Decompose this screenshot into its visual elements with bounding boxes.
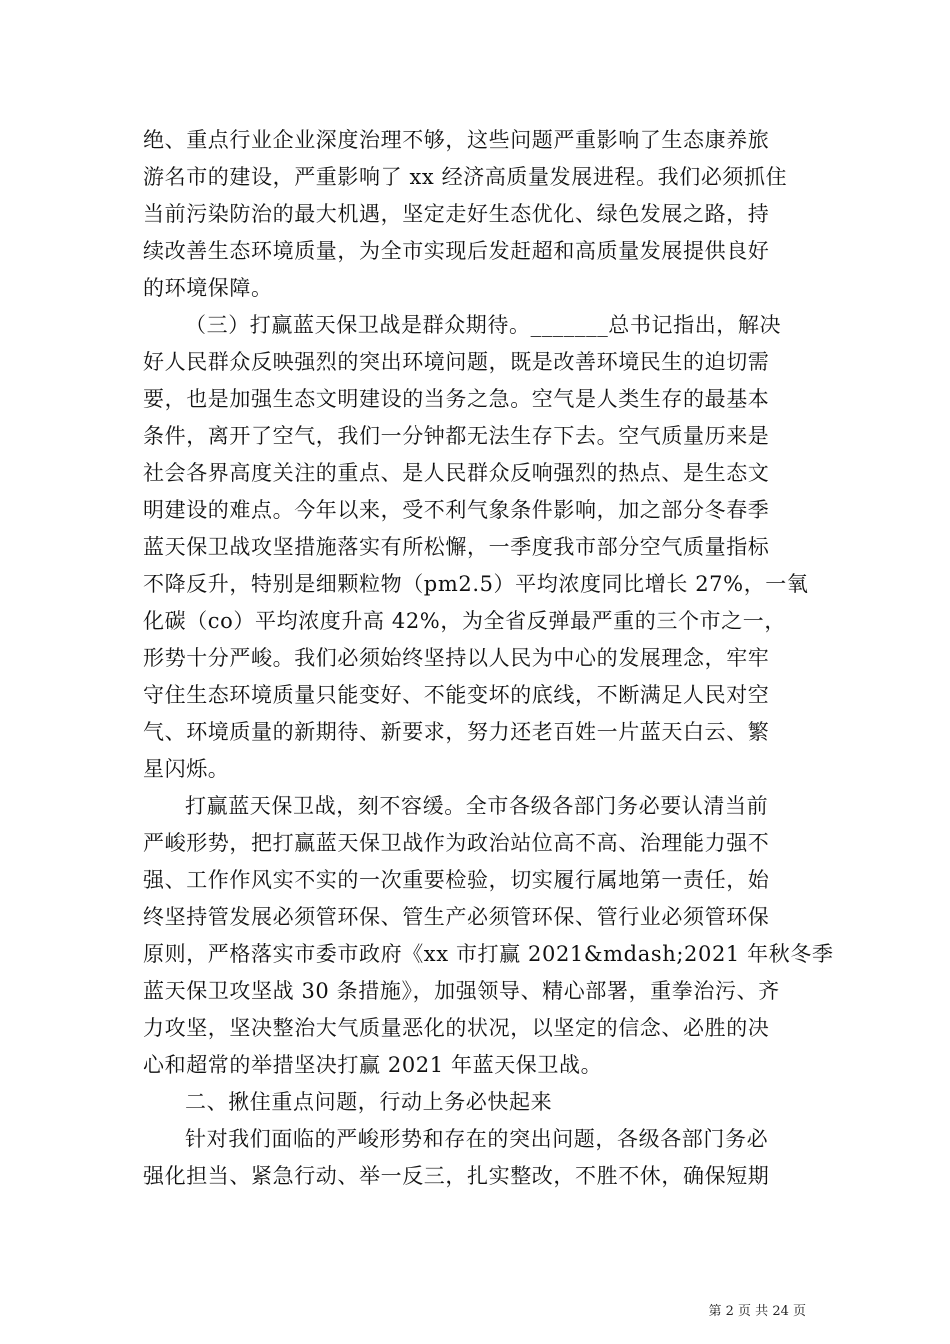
- text-line: 蓝天保卫战攻坚措施落实有所松懈，一季度我市部分空气质量指标: [143, 535, 770, 559]
- text-line: 严峻形势，把打赢蓝天保卫战作为政治站位高不高、治理能力强不: [143, 831, 770, 855]
- text-line: 社会各界高度关注的重点、是人民群众反响强烈的热点、是生态文: [143, 461, 770, 485]
- body-text: [143, 122, 834, 1195]
- text-line: 强、工作作风实不实的一次重要检验，切实履行属地第一责任，始: [143, 868, 770, 892]
- text-line: 原则，严格落实市委市政府《xx 市打赢 2021&mdash;2021 年秋冬季: [143, 942, 834, 966]
- text-line: 强化担当、紧急行动、举一反三，扎实整改，不胜不休，确保短期: [143, 1164, 770, 1188]
- text-line: 当前污染防治的最大机遇，坚定走好生态优化、绿色发展之路，持: [143, 202, 770, 226]
- text-line: 明建设的难点。今年以来，受不利气象条件影响，加之部分冬春季: [143, 498, 770, 522]
- text-line: 蓝天保卫攻坚战 30 条措施》，加强领导、精心部署，重拳治污、齐: [143, 979, 780, 1003]
- text-line: 续改善生态环境质量，为全市实现后发赶超和高质量发展提供良好: [143, 239, 770, 263]
- text-line: 绝、重点行业企业深度治理不够，这些问题严重影响了生态康养旅: [143, 128, 770, 152]
- paragraph-start-line: 打赢蓝天保卫战，刻不容缓。全市各级各部门务必要认清当前: [185, 794, 769, 818]
- page-number-footer: 第 2 页 共 24 页: [708, 1304, 806, 1319]
- text-line: 不降反升，特别是细颗粒物（pm2.5）平均浓度同比增长 27%，一氧: [143, 572, 809, 596]
- text-line: 气、环境质量的新期待、新要求，努力还老百姓一片蓝天白云、繁: [143, 720, 770, 744]
- text-line: 好人民群众反映强烈的突出环境问题，既是改善环境民生的迫切需: [143, 350, 770, 374]
- text-line: 守住生态环境质量只能变好、不能变坏的底线，不断满足人民对空: [143, 683, 770, 707]
- text-line: 心和超常的举措坚决打赢 2021 年蓝天保卫战。: [143, 1053, 603, 1077]
- paragraph-start-line: 针对我们面临的严峻形势和存在的突出问题，各级各部门务必: [185, 1127, 769, 1151]
- text-line: 力攻坚，坚决整治大气质量恶化的状况，以坚定的信念、必胜的决: [143, 1016, 770, 1040]
- text-line: 的环境保障。: [143, 276, 273, 300]
- text-line: 星闪烁。: [143, 757, 230, 781]
- paragraph-start-line: （三）打赢蓝天保卫战是群众期待。_______总书记指出，解决: [185, 313, 782, 337]
- text-line: 终坚持管发展必须管环保、管生产必须管环保、管行业必须管环保: [143, 905, 770, 929]
- text-line: 形势十分严峻。我们必须始终坚持以人民为中心的发展理念，牢牢: [143, 646, 770, 670]
- section-heading: 二、揪住重点问题，行动上务必快起来: [185, 1090, 553, 1114]
- text-line: 条件，离开了空气，我们一分钟都无法生存下去。空气质量历来是: [143, 424, 770, 448]
- text-line: 要，也是加强生态文明建设的当务之急。空气是人类生存的最基本: [143, 387, 770, 411]
- text-line: 游名市的建设，严重影响了 xx 经济高质量发展进程。我们必须抓住: [143, 165, 788, 189]
- text-line: 化碳（co）平均浓度升高 42%，为全省反弹最严重的三个市之一，: [143, 609, 786, 633]
